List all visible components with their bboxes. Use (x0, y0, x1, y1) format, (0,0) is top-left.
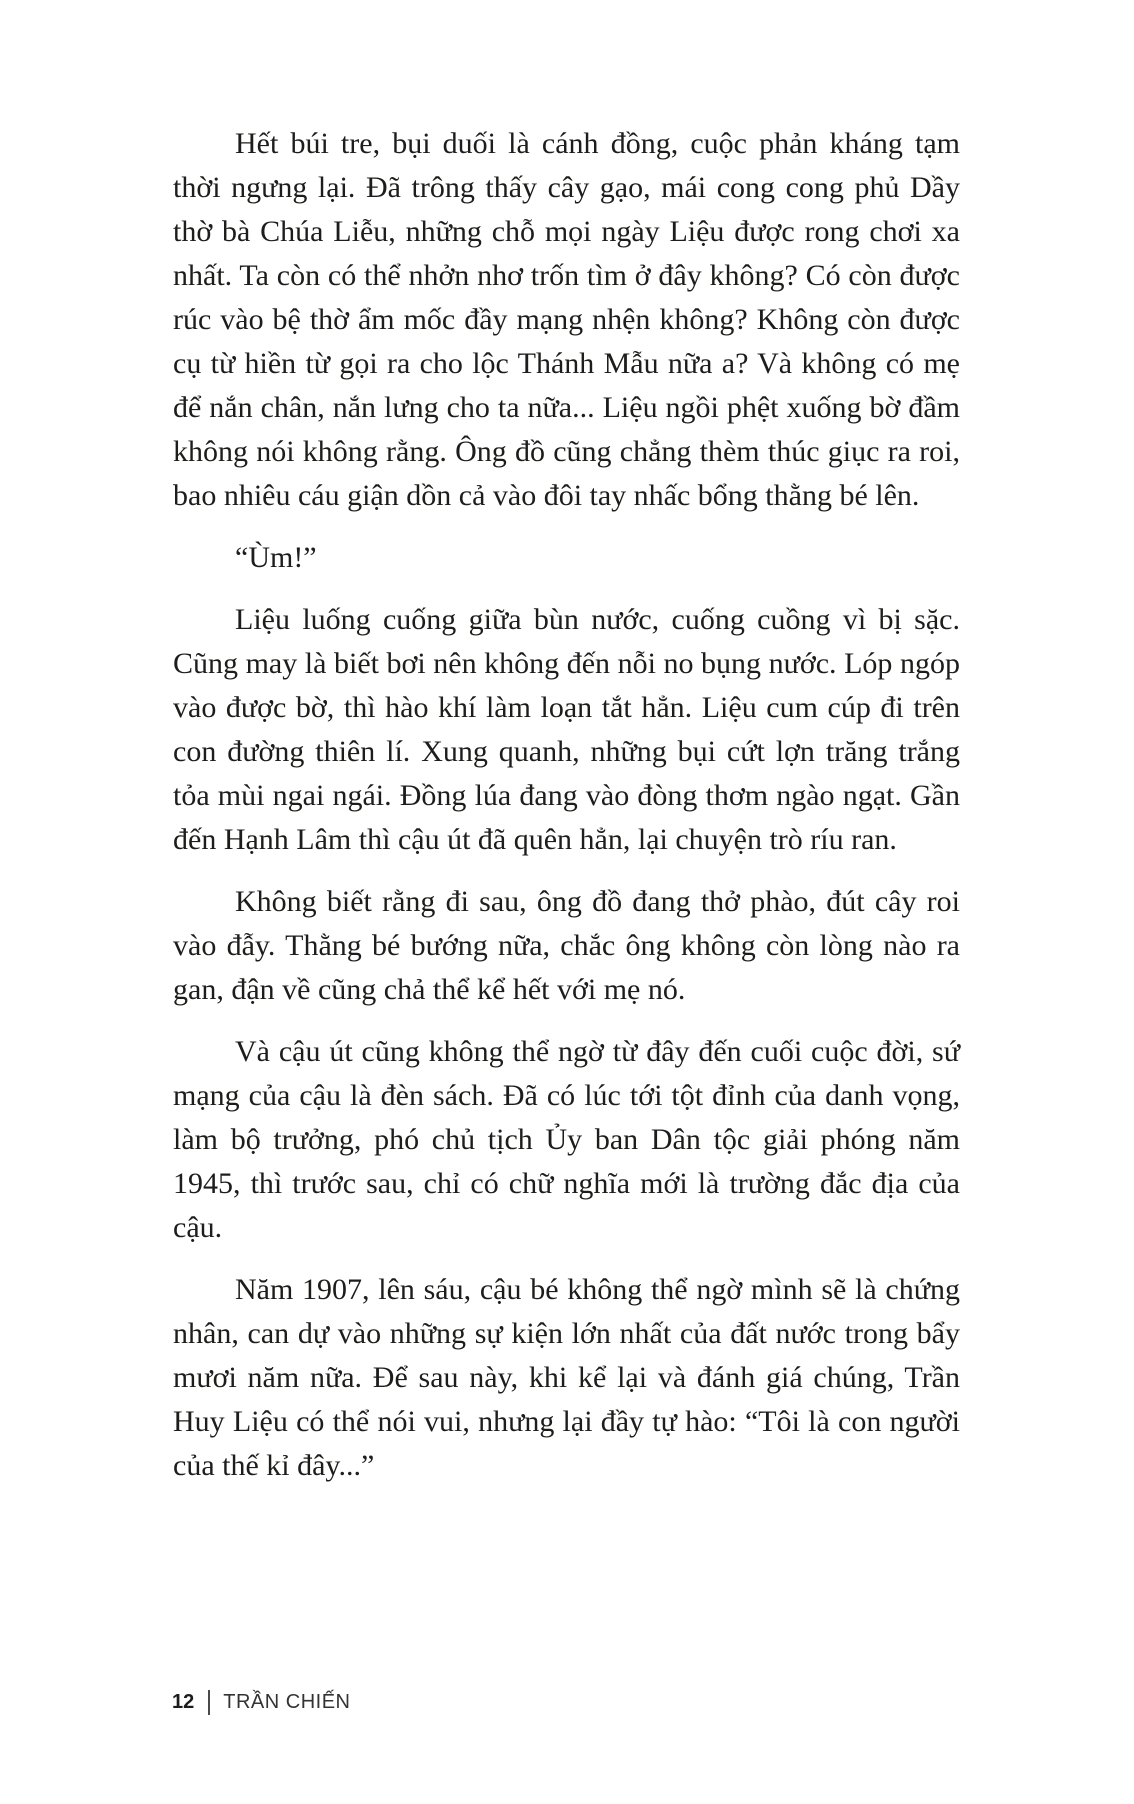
body-paragraph: Hết búi tre, bụi duối là cánh đồng, cuộc phản kháng tạm thời ngưng lại. Đã trông thấy cây gạo, mái cong cong phủ Dầy thờ bà Chúa Liễu, những chỗ mọi ngày Liệu được rong chơi xa nhất. Ta còn có thể nhởn nhơ trốn tìm ở đây không? Có còn được rúc vào bệ thờ ẩm mốc đầy mạng nhện không? Không còn được cụ từ hiền từ gọi ra cho lộc Thánh Mẫu nữa a? Và không có mẹ để nắn chân, nắn lưng cho ta nữa... Liệu ngồi phệt xuống bờ đầm không nói không rằng. Ông đồ cũng chẳng thèm thúc giục ra roi, bao nhiêu cáu giận dồn cả vào đôi tay nhấc bổng thằng bé lên. (173, 127, 960, 512)
running-footer-author: TRẦN CHIẾN (223, 1691, 351, 1713)
body-paragraph: Không biết rằng đi sau, ông đồ đang thở phào, đút cây roi vào đẫy. Thằng bé bướng nữa, chắc ông không còn lòng nào ra gan, đận về cũng chả thể kể hết với mẹ nó. (173, 885, 960, 1006)
body-paragraph: Liệu luống cuống giữa bùn nước, cuống cuồng vì bị sặc. Cũng may là biết bơi nên không đến nỗi no bụng nước. Lóp ngóp vào được bờ, thì hào khí làm loạn tắt hẳn. Liệu cum cúp đi trên con đường thiên lí. Xung quanh, những bụi cứt lợn trăng trắng tỏa mùi ngai ngái. Đồng lúa đang vào đòng thơm ngào ngạt. Gần đến Hạnh Lâm thì cậu út đã quên hẳn, lại chuyện trò ríu ran. (173, 603, 960, 856)
body-paragraph: “Ùm!” (235, 541, 317, 574)
body-paragraph: Và cậu út cũng không thể ngờ từ đây đến cuối cuộc đời, sứ mạng của cậu là đèn sách. Đã có lúc tới tột đỉnh của danh vọng, làm bộ trưởng, phó chủ tịch Ủy ban Dân tộc giải phóng năm 1945, thì trước sau, chỉ có chữ nghĩa mới là trường đắc địa của cậu. (173, 1035, 960, 1244)
body-paragraph: Năm 1907, lên sáu, cậu bé không thể ngờ mình sẽ là chứng nhân, can dự vào những sự kiện lớn nhất của đất nước trong bẩy mươi năm nữa. Để sau này, khi kể lại và đánh giá chúng, Trần Huy Liệu có thể nói vui, nhưng lại đầy tự hào: “Tôi là con người của thế kỉ đây...” (173, 1273, 960, 1482)
body-text-block (173, 122, 960, 1488)
footer-divider (208, 1690, 210, 1715)
page-number: 12 (172, 1691, 195, 1713)
page-footer (172, 1690, 350, 1715)
